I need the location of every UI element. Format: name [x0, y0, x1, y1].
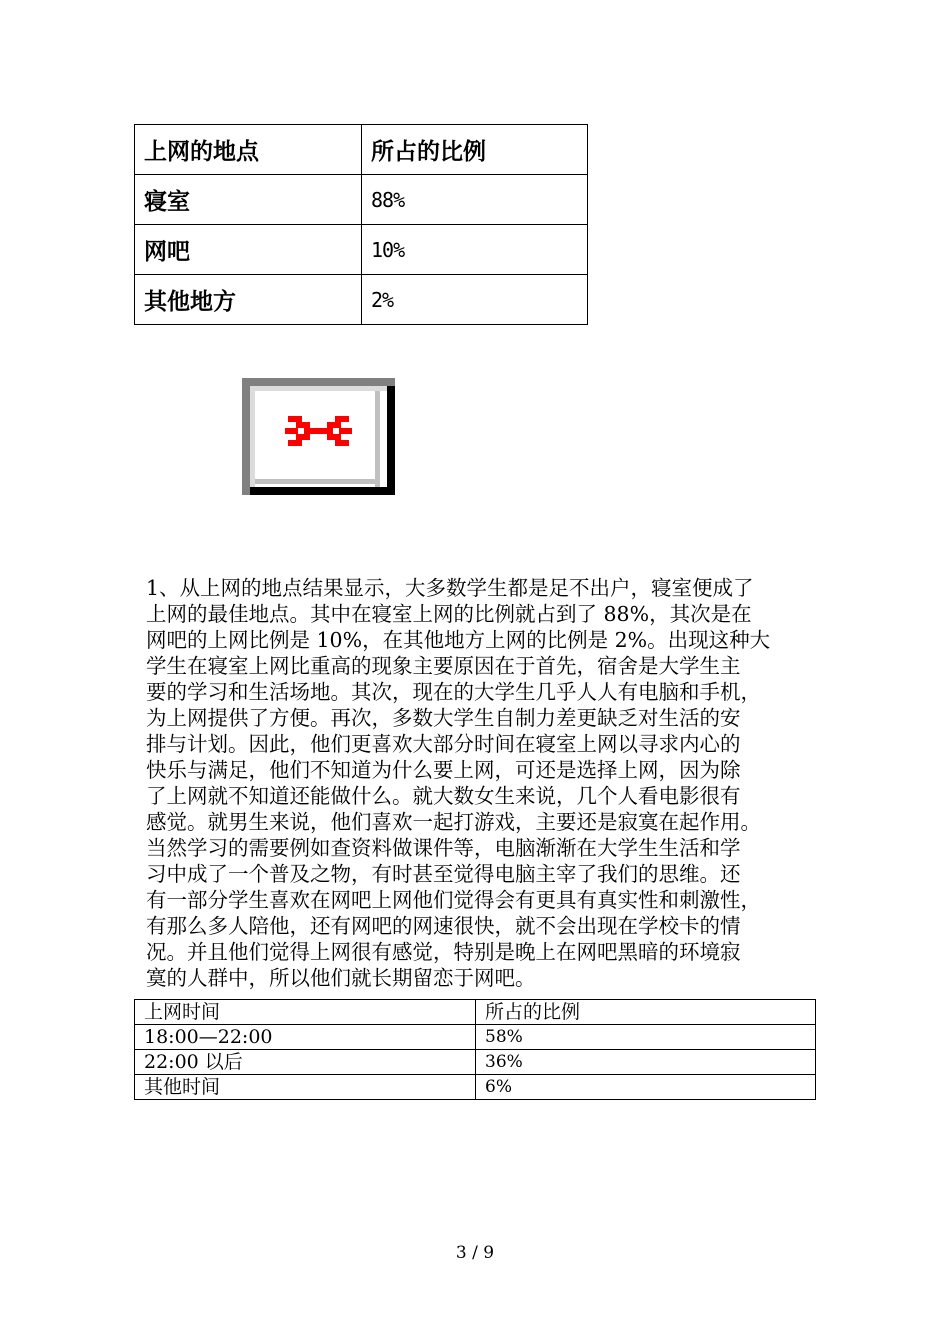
table-row — [135, 1050, 816, 1075]
table-header-cell: 上网的地点 — [135, 125, 362, 175]
table-cell-time: 其他时间 — [135, 1075, 476, 1100]
broken-image-placeholder — [242, 378, 395, 495]
paragraph-line: 习中成了一个普及之物，有时甚至觉得电脑主宰了我们的思维。还 — [146, 862, 741, 886]
table-header-cell: 所占的比例 — [476, 1000, 816, 1025]
table-header-row — [135, 125, 588, 175]
table-cell-ratio: 88% — [362, 175, 588, 225]
paragraph-line: 快乐与满足，他们不知道为什么要上网，可还是选择上网，因为除 — [146, 758, 741, 782]
table-header-row — [135, 1000, 816, 1025]
table-cell-place: 寝室 — [135, 175, 362, 225]
table-row — [135, 1075, 816, 1100]
paragraph-line: 为上网提供了方便。再次，多数大学生自制力差更缺乏对生活的安 — [146, 706, 741, 730]
page-number: 3 / 9 — [455, 1243, 495, 1263]
broken-image-icon — [242, 378, 395, 495]
time-table — [134, 999, 816, 1100]
paragraph-line: 当然学习的需要例如查资料做课件等，电脑渐渐在大学生生活和学 — [146, 836, 741, 860]
table-header-cell: 所占的比例 — [362, 125, 588, 175]
table-cell-time: 18:00—22:00 — [135, 1025, 476, 1050]
analysis-paragraph — [146, 575, 806, 991]
paragraph-line: 了上网就不知道还能做什么。就大数女生来说，几个人看电影很有 — [146, 784, 741, 808]
table-header-cell: 上网时间 — [135, 1000, 476, 1025]
paragraph-line: 1、从上网的地点结果显示，大多数学生都是足不出户，寝室便成了 — [146, 576, 754, 600]
paragraph-line: 学生在寝室上网比重高的现象主要原因在于首先，宿舍是大学生主 — [146, 654, 741, 678]
table-cell-place: 网吧 — [135, 225, 362, 275]
paragraph-line: 要的学习和生活场地。其次，现在的大学生几乎人人有电脑和手机， — [146, 680, 761, 704]
paragraph-line: 感觉。就男生来说，他们喜欢一起打游戏，主要还是寂寞在起作用。 — [146, 810, 761, 834]
paragraph-line: 网吧的上网比例是 10%，在其他地方上网的比例是 2%。出现这种大 — [146, 628, 771, 652]
table-cell-place: 其他地方 — [135, 275, 362, 325]
table-row — [135, 175, 588, 225]
table-cell-ratio: 10% — [362, 225, 588, 275]
table-row — [135, 275, 588, 325]
table-cell-ratio: 2% — [362, 275, 588, 325]
table-row — [135, 1025, 816, 1050]
paragraph-line: 有一部分学生喜欢在网吧上网他们觉得会有更具有真实性和刺激性， — [146, 888, 761, 912]
table-cell-ratio: 6% — [476, 1075, 816, 1100]
paragraph-line: 有那么多人陪他，还有网吧的网速很快，就不会出现在学校卡的情 — [146, 914, 741, 938]
paragraph-line: 排与计划。因此，他们更喜欢大部分时间在寝室上网以寻求内心的 — [146, 732, 741, 756]
paragraph-line: 况。并且他们觉得上网很有感觉，特别是晚上在网吧黑暗的环境寂 — [146, 940, 741, 964]
paragraph-line: 上网的最佳地点。其中在寝室上网的比例就占到了 88%，其次是在 — [146, 602, 752, 626]
paragraph-line: 寞的人群中，所以他们就长期留恋于网吧。 — [146, 966, 536, 990]
table-cell-time: 22:00 以后 — [135, 1050, 476, 1075]
table-cell-ratio: 58% — [476, 1025, 816, 1050]
location-table — [134, 124, 588, 325]
table-row — [135, 225, 588, 275]
table-cell-ratio: 36% — [476, 1050, 816, 1075]
